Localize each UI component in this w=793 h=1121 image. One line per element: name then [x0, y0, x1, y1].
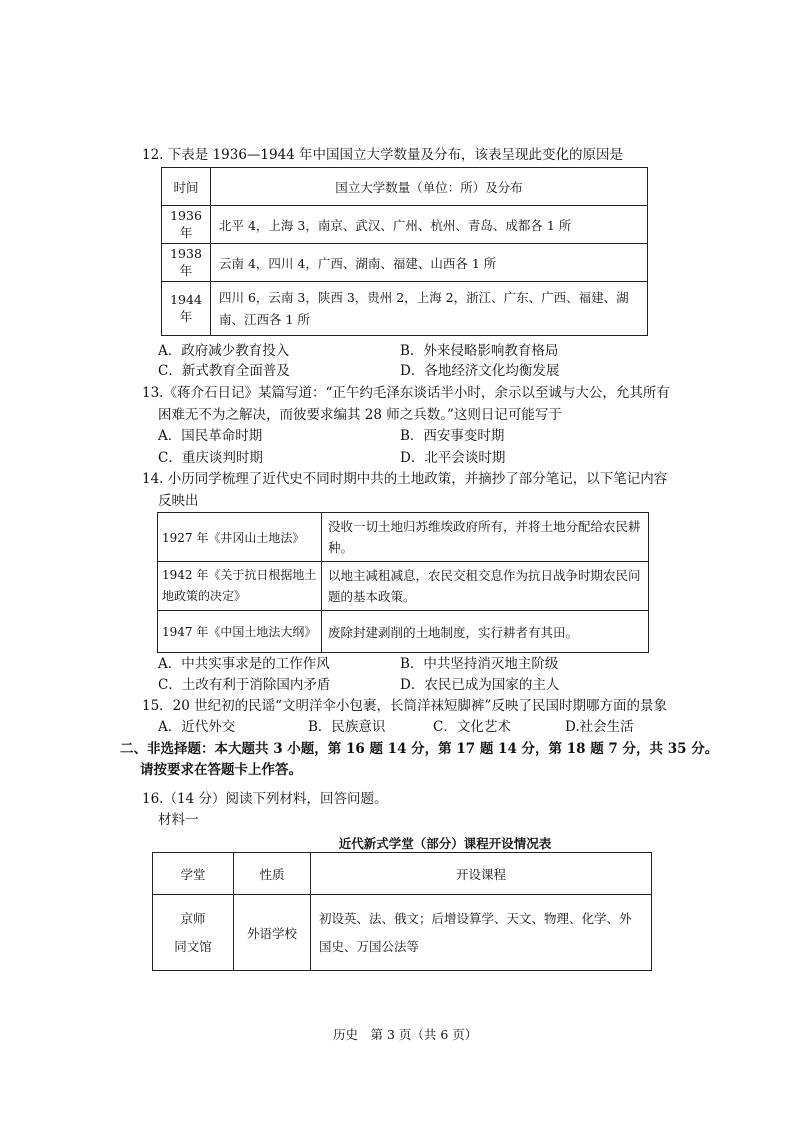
q13-stem-line2: 困难无不为之解决，而彼要求编其 28 师之兵数。”这则日记可能写于: [158, 407, 562, 423]
table-row: [162, 206, 648, 244]
q12-row-year: 1944 年: [162, 282, 211, 336]
table-row: [158, 611, 649, 653]
q16-table: [152, 852, 652, 971]
q12-header-detail: 国立大学数量（单位：所）及分布: [211, 168, 648, 206]
q14-row-law: 1927 年《井冈山土地法》: [158, 513, 322, 562]
q14-option-a: A．中共实事求是的工作作风: [158, 656, 330, 672]
q16-header-nature: 性质: [234, 853, 311, 895]
q16-school-line1: 京师: [180, 910, 206, 926]
q14-row-content: 以地主减租减息，农民交租交息作为抗日战争时期农民问题的基本政策。: [322, 562, 649, 611]
q13-option-d: D．北平会谈时期: [400, 450, 506, 466]
q12-table: [161, 167, 648, 336]
q13-option-b: B．西安事变时期: [400, 428, 505, 444]
q14-stem-line1: 14. 小历同学梳理了近代史不同时期中共的土地政策，并摘抄了部分笔记，以下笔记内容: [142, 471, 668, 487]
q16-row-nature: 外语学校: [234, 895, 311, 971]
q14-option-c: C．土改有利于消除国内矛盾: [158, 677, 331, 693]
q12-header-time: 时间: [162, 168, 211, 206]
q15-option-b: B．民族意识: [308, 719, 386, 735]
q14-row-law: 1942 年《关于抗日根据地土地政策的决定》: [158, 562, 322, 611]
q12-table-header: [162, 168, 648, 206]
q16-material-label: 材料一: [158, 812, 199, 828]
q12-row-year: 1936 年: [162, 206, 211, 244]
table-row: [158, 513, 649, 562]
q12-option-d: D．各地经济文化均衡发展: [400, 363, 560, 379]
q16-header-school: 学堂: [153, 853, 234, 895]
table-row: [162, 282, 648, 336]
q14-row-content: 废除封建剥削的土地制度，实行耕者有其田。: [322, 611, 649, 653]
q14-row-content: 没收一切土地归苏维埃政府所有，并将土地分配给农民耕种。: [322, 513, 649, 562]
q12-option-b: B．外来侵略影响教育格局: [400, 343, 559, 359]
q13-option-a: A．国民革命时期: [158, 428, 263, 444]
q15-option-a: A．近代外交: [158, 719, 236, 735]
q16-school-line2: 同文馆: [174, 938, 212, 954]
q16-table-header: [153, 853, 652, 895]
q13-stem-line1: 13.《蒋介石日记》某篇写道：“正午约毛泽东谈话半小时，余示以至诚与大公，允其所有: [142, 385, 670, 401]
q12-row-detail: 云南 4，四川 4，广西、湖南、福建、山西各 1 所: [211, 244, 648, 282]
q15-stem: 15．20 世纪初的民谣“文明洋伞小包裹，长筒洋袜短脚裤”反映了民国时期哪方面的景象: [142, 698, 667, 714]
q12-option-a: A．政府减少教育投入: [158, 343, 290, 359]
q15-option-d: D.社会生活: [565, 719, 634, 735]
page-footer: 历史 第 3 页（共 6 页）: [333, 1027, 478, 1042]
q16-row-courses: 初设英、法、俄文；后增设算学、天文、物理、化学、外国史、万国公法等: [311, 895, 652, 971]
section2-line1: 二、非选择题：本大题共 3 小题，第 16 题 14 分，第 17 题 14 分，第 18 题 7 分，共 35 分。: [120, 741, 719, 757]
q12-stem: 12. 下表是 1936—1944 年中国国立大学数量及分布，该表呈现此变化的原因是: [142, 147, 624, 163]
q12-row-year: 1938 年: [162, 244, 211, 282]
q14-row-law: 1947 年《中国土地法大纲》: [158, 611, 322, 653]
table-row: [162, 244, 648, 282]
q12-row-detail: 四川 6，云南 3，陕西 3，贵州 2，上海 2，浙江、广东、广西、福建、湖南、江西各 1 所: [211, 282, 648, 336]
q15-option-c: C．文化艺术: [433, 719, 511, 735]
table-row: [158, 562, 649, 611]
q14-option-d: D．农民已成为国家的主人: [400, 677, 560, 693]
section2-line2: 请按要求在答题卡上作答。: [140, 762, 302, 778]
q16-row-school: [153, 895, 234, 971]
q14-table: [157, 512, 649, 653]
q16-stem: 16.（14 分）阅读下列材料，回答问题。: [142, 791, 388, 807]
q12-row-detail: 北平 4，上海 3，南京、武汉、广州、杭州、青岛、成都各 1 所: [211, 206, 648, 244]
q16-table-title: 近代新式学堂（部分）课程开设情况表: [338, 836, 552, 851]
q16-header-courses: 开设课程: [311, 853, 652, 895]
q14-option-b: B．中共坚持消灭地主阶级: [400, 656, 559, 672]
q12-option-c: C．新式教育全面普及: [158, 363, 290, 379]
table-row: [153, 895, 652, 971]
q13-option-c: C．重庆谈判时期: [158, 450, 263, 466]
q14-stem-line2: 反映出: [158, 493, 199, 509]
